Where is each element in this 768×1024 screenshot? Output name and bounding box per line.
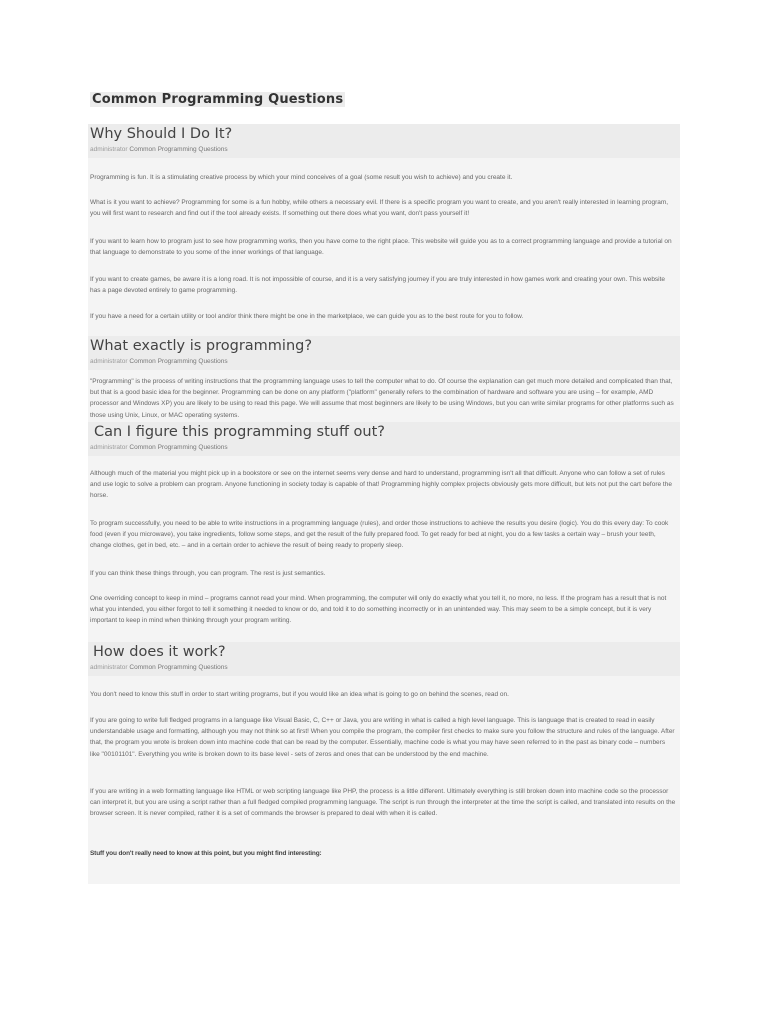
author-link[interactable]: administrator [90,146,128,153]
author-link[interactable]: administrator [90,444,128,451]
section-why-should-i [88,124,680,158]
author-link[interactable]: administrator [90,664,128,671]
section-title: How does it work? [93,644,226,660]
section-meta [90,663,678,676]
section-title: What exactly is programming? [90,338,313,354]
section-header [88,422,680,456]
section-title: Can I figure this programming stuff out? [94,424,385,440]
section-can-i-figure [88,422,680,456]
section-meta [90,443,678,456]
paragraph: If you can think these things through, you can program. The rest is just semantics. [90,570,326,577]
paragraph: What is it you want to achieve? Programming for some is a fun hobby, while others a necessary evil. If there is a specific program you want to create, and you aren't really interested in learning program, you will first want to research and find out if the tool already exists. If something out there does what you want, don't pass yourself it! [90,199,669,218]
section-meta [90,145,678,158]
paragraph: Programming is fun. It is a stimulating creative process by which your mind conceives of a goal (some result you wish to achieve) and you create it. [90,174,513,181]
category-link[interactable]: Common Programming Questions [129,358,228,365]
paragraph-emphasis: Stuff you don't really need to know at this point, but you might find interesting: [90,850,322,857]
author-link[interactable]: administrator [90,358,128,365]
category-link[interactable]: Common Programming Questions [129,444,228,451]
section-how-does-it-work [88,642,680,676]
document-title: Common Programming Questions [92,92,344,107]
paragraph: Although much of the material you might pick up in a bookstore or see on the internet seems very dense and hard to understand, programming isn't all that difficult. Anyone who can follow a set of rules and use logic to solve a problem can program. Anyone functioning in society today is capable of that! Programming highly complex projects obviously gets more difficult, but lets not put the cart before the horse. [90,470,672,500]
category-link[interactable]: Common Programming Questions [129,146,228,153]
paragraph: If you are going to write full fledged programs in a language like Visual Basic, C, C++ or Java, you are writing in what is called a high level language. This is language that is created to read in easily understandable usage and formatting, although you may not think so at first! When you compile the program, the compiler first checks to make sure you follow the structure and rules of the language. After that, the program you wrote is broken down into machine code that can be read by the computer. Essentially, machine code is what you may have seen referred to in the past as binary code – numbers like "00101101". Everything you write is broken down to its base level - sets of zeros and ones that can be understood by the end machine. [90,717,675,758]
section-header [88,642,680,676]
section-header [88,124,680,158]
paragraph: One overriding concept to keep in mind – programs cannot read your mind. When programming, the computer will only do exactly what you tell it, no more, no less. If the program has a result that is not what you intended, you either forgot to tell it something it needed to know or do, and told it to do something incorrectly or in an unintended way. This may seem to be a simple concept, but it is very important to keep in mind when thinking through your program writing. [90,595,667,625]
paragraph: If you have a need for a certain utility or tool and/or think there might be one in the marketplace, we can guide you as to the best route for you to follow. [90,313,524,320]
section-title: Why Should I Do It? [90,126,233,142]
paragraph: If you want to create games, be aware it is a long road. It is not impossible of course, and it is a very satisfying journey if you are truly interested in how games work and creating your own. This website has a page devoted entirely to game programming. [90,276,666,295]
paragraph: If you want to learn how to program just to see how programming works, then you have come to the right place. This website will guide you as to a correct programming language and provide a tutorial on that language to demonstrate to you some of the inner workings of that language. [90,238,672,257]
section-what-is-programming [88,336,680,370]
paragraph: If you are writing in a web formatting language like HTML or web scripting language like PHP, the process is a little different. Ultimately everything is still broken down into machine code so the processor can interpret it, but you are using a script rather than a full fledged compiled programming language. The script is run through the interpreter at the time the script is called, and translated into results on the browser screen. It is never compiled, rather it is a set of commands the browser is prepared to deal with when it is called. [90,788,676,818]
section-meta [90,357,678,370]
category-link[interactable]: Common Programming Questions [129,664,228,671]
section-header [88,336,680,370]
content-area [88,124,680,884]
paragraph: To program successfully, you need to be able to write instructions in a programming language (rules), and order those instructions to achieve the results you desire (logic). You do this every day: To cook food (even if you microwave), you take ingredients, follow some steps, and get the result of the fully prepared food. To get ready for bed at night, you do a few tasks a certain way – brush your teeth, change clothes, get in bed, etc. – and in a certain order to achieve the result of being ready to properly sleep. [90,520,669,550]
paragraph: You don't need to know this stuff in order to start writing programs, but if you would like an idea what is going to go on behind the scenes, read on. [90,691,509,698]
paragraph: "Programming" is the process of writing instructions that the programming language uses to tell the computer what to do. Of course the explanation can get much more detailed and complicated than that, but that is a good basic idea for the beginner. Programming can be done on any platform ("platform" generally refers to the combination of hardware and software you are using – for example, AMD processor and Windows XP) you are likely to be using to read this page. We will assume that most beginners are likely to be using Windows, but you can write similar programs for other platforms such as those using Unix, Linux, or MAC operating systems. [90,378,674,419]
